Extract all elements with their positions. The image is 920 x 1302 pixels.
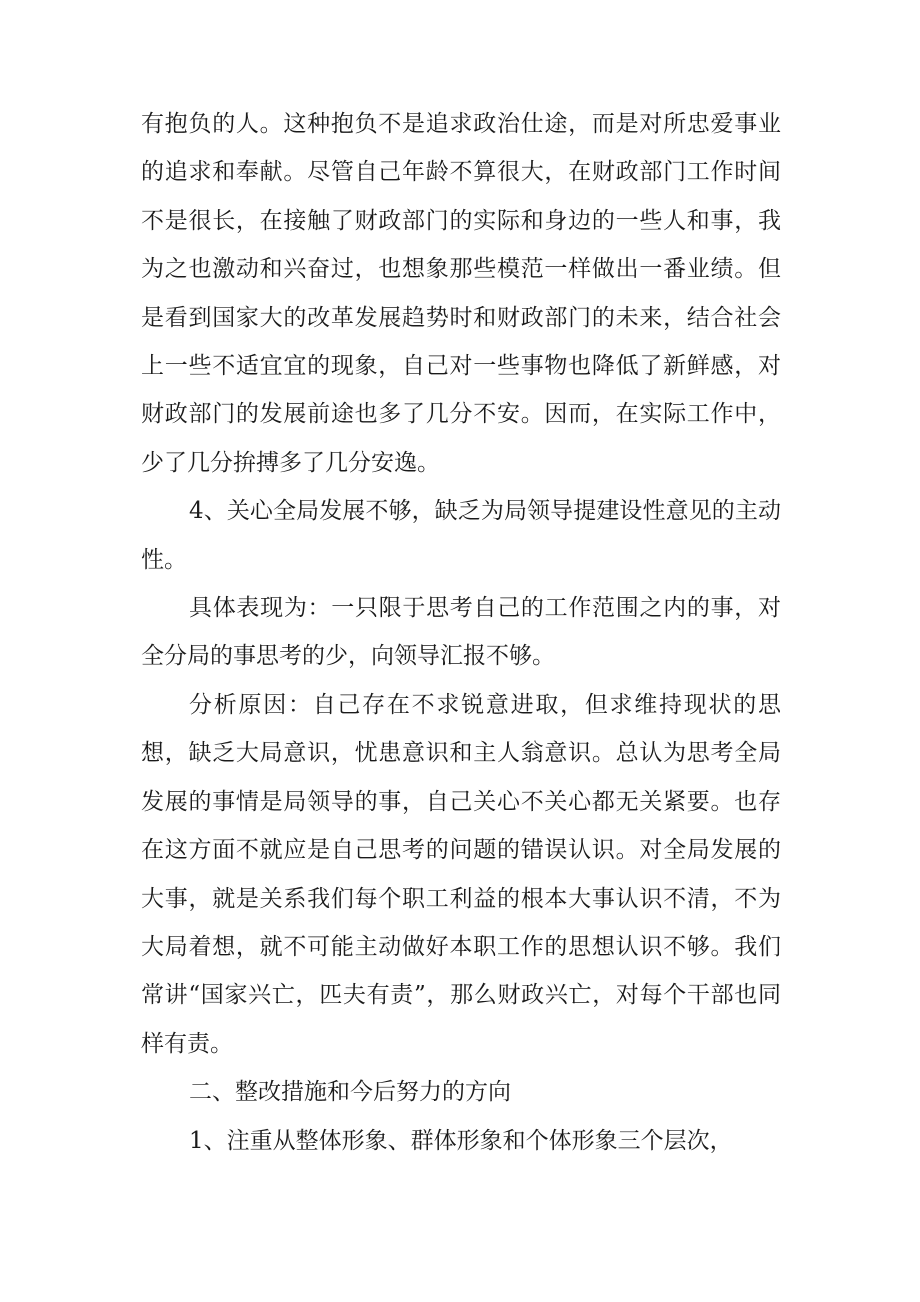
paragraph-continuation: 有抱负的人。这种抱负不是追求政治仕途，而是对所忠爱事业的追求和奉献。尽管自己年龄不算很大，在财政部门工作时间不是很长，在接触了财政部门的实际和身边的一些人和事，我为之也激动和兴奋过，也想象那些模范一样做出一番业绩。但是看到国家大的改革发展趋势时和财政部门的未来，结合社会上一些不适宜宜的现象，自己对一些事物也降低了新鲜感，对财政部门的发展前途也多了几分不安。因而，在实际工作中，少了几分拚搏多了几分安逸。: [141, 111, 781, 476]
section-heading-rectification: 二、整改措施和今后努力的方向: [189, 1079, 511, 1106]
document-body: [141, 100, 781, 1165]
paragraph-cause-analysis: 分析原因：自己存在不求锐意进取，但求维持现状的思想，缺乏大局意识，忧患意识和主人翁意识。总认为思考全局发展的事情是局领导的事，自己关心不关心都无关紧要。也存在这方面不就应是自己思考的问题的错误认识。对全局发展的大事，就是关系我们每个职工利益的根本大事认识不清，不为大局着想，就不可能主动做好本职工作的思想认识不够。我们常讲“国家兴亡，匹夫有责”，那么财政兴亡，对每个干部也同样有责。: [141, 691, 781, 1057]
paragraph-measure-1: 1、注重从整体形象、群体形象和个体形象三个层次，: [189, 1127, 733, 1154]
paragraph-item-4-heading: 4、关心全局发展不够，缺乏为局领导提建设性意见的主动性。: [141, 498, 781, 573]
paragraph-manifestation: 具体表现为：一只限于思考自己的工作范围之内的事，对全分局的事思考的少，向领导汇报不够。: [141, 595, 781, 670]
